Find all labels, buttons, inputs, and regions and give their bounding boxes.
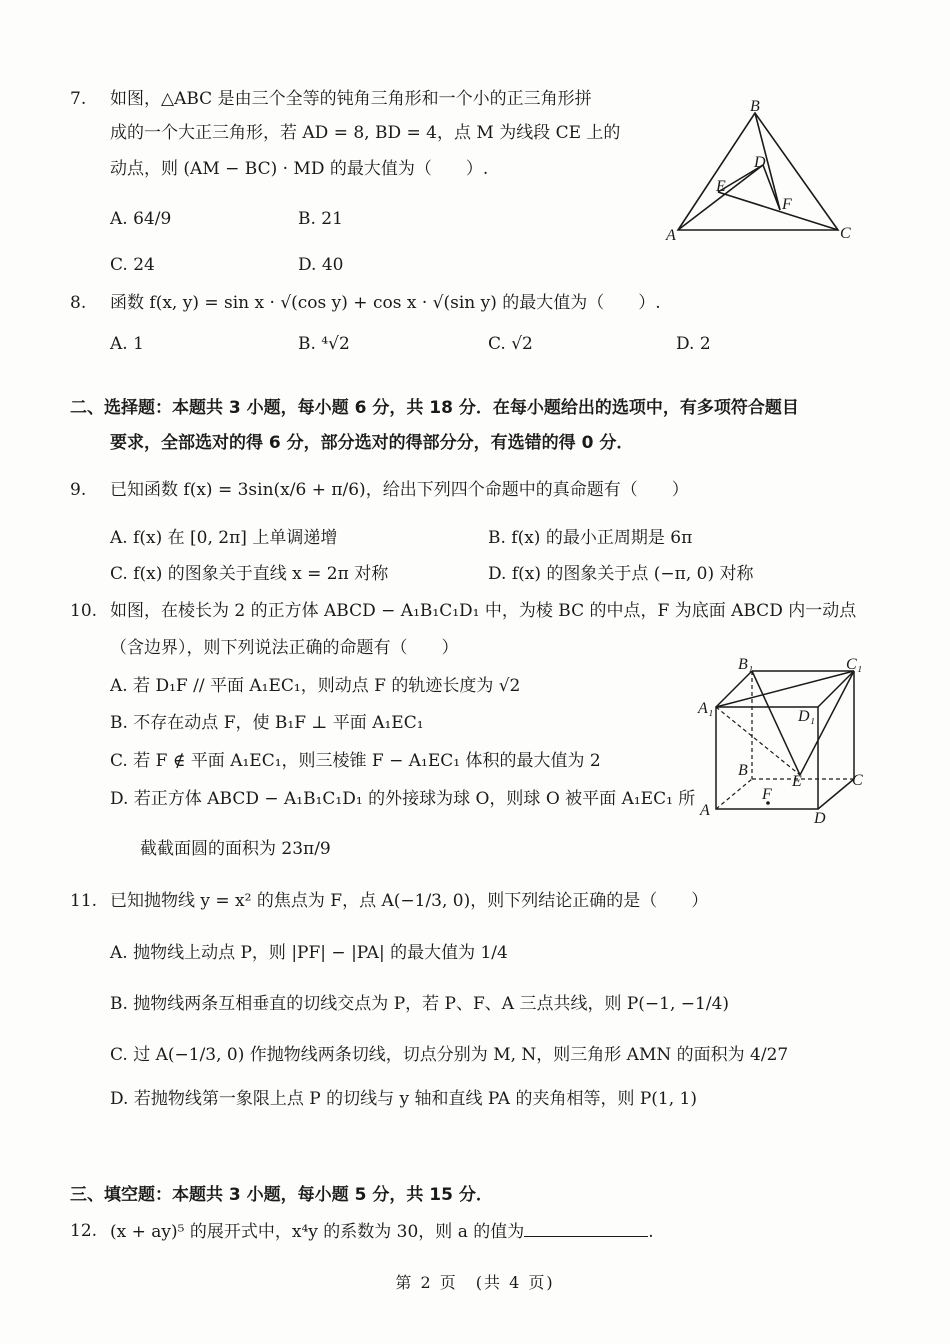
q7-label-a: A bbox=[666, 227, 676, 244]
section3-header: 三、填空题：本题共 3 小题，每小题 5 分，共 15 分． bbox=[70, 1185, 493, 1205]
q10-label-a1: A₁ bbox=[698, 700, 714, 717]
q9-number: 9. bbox=[70, 480, 87, 500]
q7-label-b: B bbox=[750, 98, 760, 115]
q7-label-e: E bbox=[716, 178, 726, 195]
q10-cube-figure bbox=[696, 655, 871, 830]
q10-label-c1: C₁ bbox=[846, 656, 863, 673]
q10-label-b1: B₁ bbox=[738, 656, 754, 673]
section2-header-line2: 要求，全部选对的得 6 分，部分选对的得部分分，有选错的得 0 分． bbox=[110, 433, 634, 453]
q11-option-c: C. 过 A(−1/3, 0) 作抛物线两条切线，切点分别为 M, N，则三角形 AMN 的面积为 4/27 bbox=[110, 1045, 789, 1065]
q8-number: 8. bbox=[70, 293, 87, 313]
q9-option-b: B. f(x) 的最小正周期是 6π bbox=[488, 528, 693, 548]
q12-stem: (x + ay)⁵ 的展开式中，x⁴y 的系数为 30，则 a 的值为 bbox=[110, 1222, 525, 1242]
section2-header-line1: 二、选择题：本题共 3 小题，每小题 6 分，共 18 分．在每小题给出的选项中，有多项符合题目 bbox=[70, 398, 799, 418]
q10-label-e: E bbox=[792, 773, 802, 790]
q7-option-a: A. 64/9 bbox=[110, 209, 172, 229]
q7-option-d: D. 40 bbox=[298, 255, 344, 275]
q7-label-c: C bbox=[840, 225, 851, 242]
q7-label-f: F bbox=[782, 196, 792, 213]
q10-option-c: C. 若 F ∉ 平面 A₁EC₁，则三棱锥 F − A₁EC₁ 体积的最大值为 2 bbox=[110, 751, 601, 771]
q11-number: 11. bbox=[70, 891, 98, 911]
q7-number: 7. bbox=[70, 89, 87, 109]
q10-option-a: A. 若 D₁F // 平面 A₁EC₁，则动点 F 的轨迹长度为 √2 bbox=[110, 676, 521, 696]
q12-answer-blank[interactable] bbox=[524, 1220, 648, 1237]
q10-label-c: C bbox=[852, 772, 863, 789]
q7-stem-line1: 如图，△ABC 是由三个全等的钝角三角形和一个小的正三角形拼 bbox=[110, 89, 592, 109]
q11-option-b: B. 抛物线两条互相垂直的切线交点为 P，若 P、F、A 三点共线，则 P(−1, −1/4) bbox=[110, 994, 730, 1014]
q7-option-c: C. 24 bbox=[110, 255, 155, 275]
q9-option-c: C. f(x) 的图象关于直线 x = 2π 对称 bbox=[110, 564, 389, 584]
q12-end: . bbox=[648, 1222, 654, 1242]
q7-label-d: D bbox=[754, 154, 766, 171]
q10-label-b: B bbox=[738, 762, 748, 779]
q7-stem-line3: 动点，则 (AM − BC) · MD 的最大值为（ ）. bbox=[110, 159, 489, 179]
q8-option-c: C. √2 bbox=[488, 334, 533, 354]
q10-option-b: B. 不存在动点 F，使 B₁F ⊥ 平面 A₁EC₁ bbox=[110, 713, 424, 733]
q8-option-b: B. ⁴√2 bbox=[298, 334, 350, 354]
q11-option-d: D. 若抛物线第一象限上点 P 的切线与 y 轴和直线 PA 的夹角相等，则 P(1, 1) bbox=[110, 1089, 697, 1109]
q8-stem: 函数 f(x, y) = sin x · √(cos y) + cos x · √(sin y) 的最大值为（ ）. bbox=[110, 293, 661, 313]
q11-stem: 已知抛物线 y = x² 的焦点为 F，点 A(−1/3, 0)，则下列结论正确的是（ ） bbox=[110, 891, 709, 911]
q12-number: 12. bbox=[70, 1221, 98, 1241]
q9-option-a: A. f(x) 在 [0, 2π] 上单调递增 bbox=[110, 528, 338, 548]
q7-stem-line2: 成的一个大正三角形，若 AD = 8, BD = 4，点 M 为线段 CE 上的 bbox=[110, 123, 621, 143]
q10-label-f: F bbox=[762, 786, 772, 803]
q10-stem-line2: （含边界），则下列说法正确的命题有（ ） bbox=[110, 638, 459, 658]
q9-option-d: D. f(x) 的图象关于点 (−π, 0) 对称 bbox=[488, 564, 754, 584]
q10-option-d-continued: 截截面圆的面积为 23π/9 bbox=[140, 839, 331, 859]
q11-option-a: A. 抛物线上动点 P，则 |PF| − |PA| 的最大值为 1/4 bbox=[110, 943, 508, 963]
q10-option-d: D. 若正方体 ABCD − A₁B₁C₁D₁ 的外接球为球 O，则球 O 被平面 A₁EC₁ 所 bbox=[110, 789, 696, 809]
page-footer: 第 2 页 (共 4 页) bbox=[395, 1273, 555, 1292]
q7-option-b: B. 21 bbox=[298, 209, 343, 229]
q10-label-d1: D₁ bbox=[798, 708, 816, 725]
q8-option-d: D. 2 bbox=[676, 334, 711, 354]
q10-label-a: A bbox=[700, 802, 710, 819]
q10-label-d: D bbox=[814, 810, 826, 827]
q8-option-a: A. 1 bbox=[110, 334, 144, 354]
q10-stem-line1: 如图，在棱长为 2 的正方体 ABCD − A₁B₁C₁D₁ 中，为棱 BC 的中点，F 为底面 ABCD 内一动点 bbox=[110, 601, 857, 621]
q7-triangle-figure bbox=[660, 95, 860, 245]
q9-stem: 已知函数 f(x) = 3sin(x/6 + π/6)，给出下列四个命题中的真命题有（ ） bbox=[110, 480, 689, 500]
q12-stem-row bbox=[110, 1220, 654, 1243]
q10-number: 10. bbox=[70, 601, 98, 621]
